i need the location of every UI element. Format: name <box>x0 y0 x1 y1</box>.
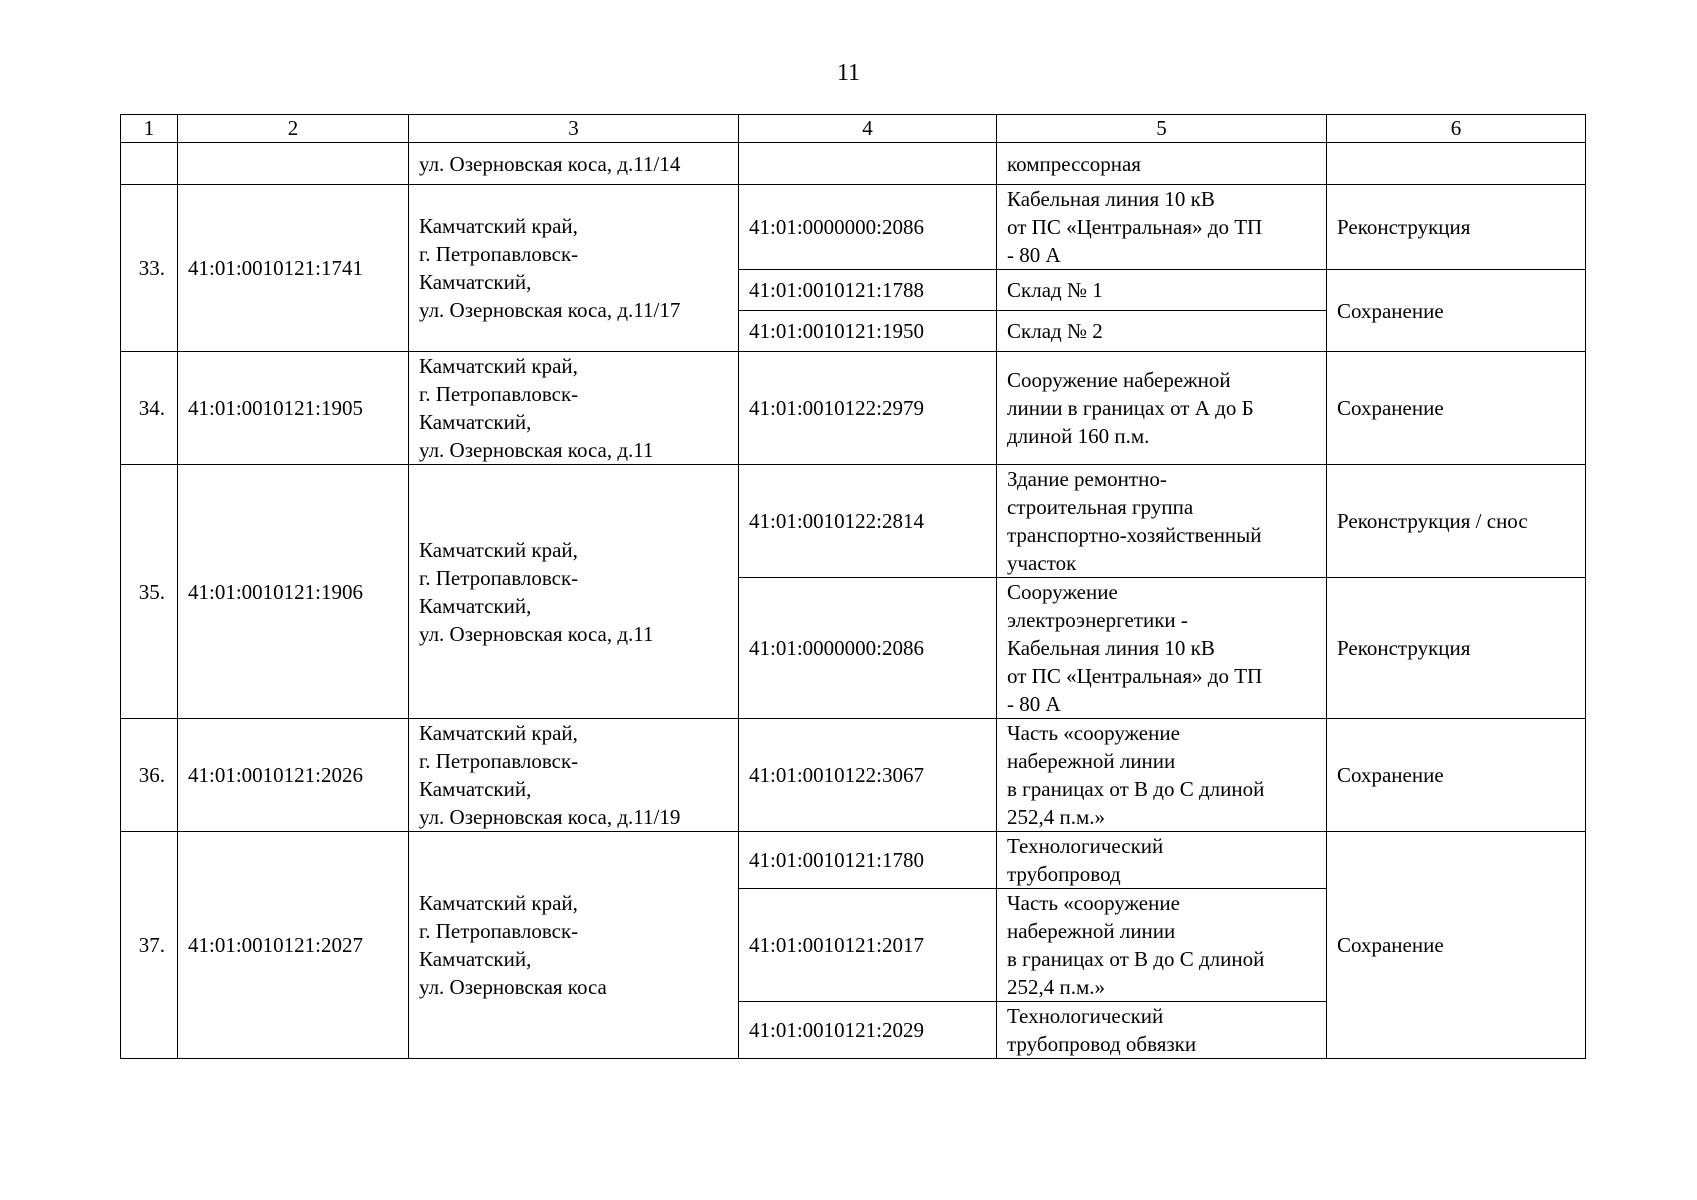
object-name-cell: Технологический трубопровод обвязки <box>997 1002 1327 1059</box>
object-cadastral-number: 41:01:0010121:2029 <box>739 1002 997 1059</box>
address-cell: ул. Озерновская коса, д.11/14 <box>409 143 739 185</box>
status-cell: Сохранение <box>1327 352 1586 465</box>
object-cadastral-number: 41:01:0010121:1950 <box>739 311 997 352</box>
column-number: 4 <box>739 115 997 143</box>
object-name-cell: Склад № 2 <box>997 311 1327 352</box>
object-cadastral-number: 41:01:0010121:1780 <box>739 832 997 889</box>
table-row <box>121 352 1586 465</box>
table-row <box>121 143 1586 185</box>
address-cell: Камчатский край, г. Петропавловск- Камчатский, ул. Озерновская коса <box>409 832 739 1059</box>
land-cadastral-number: 41:01:0010121:2027 <box>178 832 409 1059</box>
object-name-cell: Сооружение набережной линии в границах от А до Б длиной 160 п.м. <box>997 352 1327 465</box>
land-cadastral-number: 41:01:0010121:1741 <box>178 185 409 352</box>
table-row <box>121 185 1586 270</box>
column-number-row <box>121 115 1586 143</box>
status-cell: Сохранение <box>1327 719 1586 832</box>
row-number: 37. <box>121 832 178 1059</box>
address-cell: Камчатский край, г. Петропавловск- Камчатский, ул. Озерновская коса, д.11/19 <box>409 719 739 832</box>
status-cell: Сохранение <box>1327 832 1586 1059</box>
land-cadastral-number: 41:01:0010121:2026 <box>178 719 409 832</box>
column-number: 6 <box>1327 115 1586 143</box>
column-number: 3 <box>409 115 739 143</box>
table-row <box>121 832 1586 889</box>
object-name-cell: Часть «сооружение набережной линии в границах от В до С длиной 252,4 п.м.» <box>997 889 1327 1002</box>
object-cadastral-number: 41:01:0010121:1788 <box>739 270 997 311</box>
object-name-cell: Технологический трубопровод <box>997 832 1327 889</box>
page-number: 11 <box>836 60 861 86</box>
row-number: 34. <box>121 352 178 465</box>
land-cadastral-number: 41:01:0010121:1906 <box>178 465 409 719</box>
column-number: 1 <box>121 115 178 143</box>
object-name-cell: компрессорная <box>997 143 1327 185</box>
address-cell: Камчатский край, г. Петропавловск- Камчатский, ул. Озерновская коса, д.11/17 <box>409 185 739 352</box>
row-number: 33. <box>121 185 178 352</box>
table-row <box>121 465 1586 578</box>
object-cadastral-number: 41:01:0000000:2086 <box>739 578 997 719</box>
object-name-cell: Часть «сооружение набережной линии в границах от В до С длиной 252,4 п.м.» <box>997 719 1327 832</box>
row-number: 35. <box>121 465 178 719</box>
object-name-cell: Здание ремонтно- строительная группа транспортно-хозяйственный участок <box>997 465 1327 578</box>
land-cadastral-number: 41:01:0010121:1905 <box>178 352 409 465</box>
registry-table <box>120 114 1586 1059</box>
column-number: 2 <box>178 115 409 143</box>
status-cell: Реконструкция <box>1327 185 1586 270</box>
object-name-cell: Кабельная линия 10 кВ от ПС «Центральная» до ТП - 80 А <box>997 185 1327 270</box>
column-number: 5 <box>997 115 1327 143</box>
address-cell: Камчатский край, г. Петропавловск- Камчатский, ул. Озерновская коса, д.11 <box>409 465 739 719</box>
object-cadastral-number: 41:01:0010122:3067 <box>739 719 997 832</box>
row-number: 36. <box>121 719 178 832</box>
status-cell: Сохранение <box>1327 270 1586 352</box>
status-cell: Реконструкция <box>1327 578 1586 719</box>
object-cadastral-number: 41:01:0010122:2979 <box>739 352 997 465</box>
table-row <box>121 719 1586 832</box>
object-name-cell: Склад № 1 <box>997 270 1327 311</box>
object-cadastral-number: 41:01:0000000:2086 <box>739 185 997 270</box>
status-cell: Реконструкция / снос <box>1327 465 1586 578</box>
object-cadastral-number: 41:01:0010121:2017 <box>739 889 997 1002</box>
address-cell: Камчатский край, г. Петропавловск- Камчатский, ул. Озерновская коса, д.11 <box>409 352 739 465</box>
object-cadastral-number: 41:01:0010122:2814 <box>739 465 997 578</box>
object-name-cell: Сооружение электроэнергетики - Кабельная линия 10 кВ от ПС «Центральная» до ТП - 80 А <box>997 578 1327 719</box>
